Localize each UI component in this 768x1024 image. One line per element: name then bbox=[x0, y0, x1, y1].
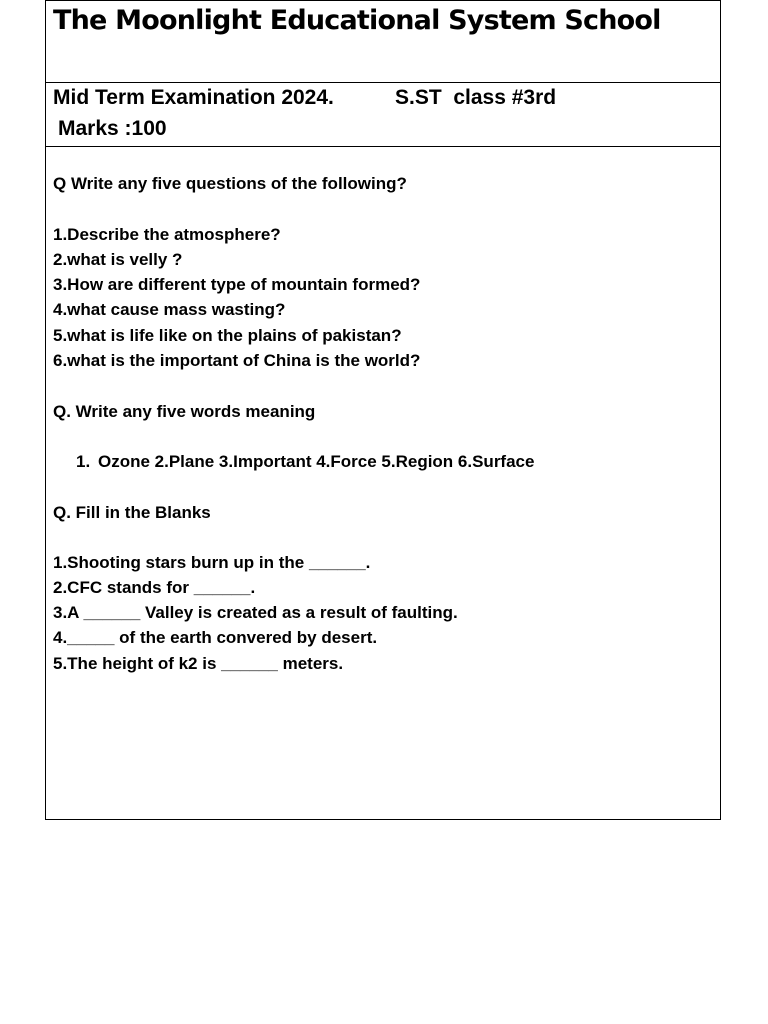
blank-item: 2.CFC stands for ______. bbox=[53, 578, 256, 597]
question-item: 2.what is velly ? bbox=[53, 250, 183, 269]
question-item: 6.what is the important of China is the world? bbox=[53, 351, 421, 370]
exam-info-row bbox=[46, 83, 720, 147]
exam-title: Mid Term Examination 2024. bbox=[53, 86, 334, 109]
blank-item: 4._____ of the earth convered by desert. bbox=[53, 628, 378, 647]
question-item: 1.Describe the atmosphere? bbox=[53, 225, 281, 244]
questions-heading: Q Write any five questions of the following? bbox=[53, 174, 407, 193]
words-items: Ozone 2.Plane 3.Important 4.Force 5.Region 6.Surface bbox=[98, 452, 535, 471]
question-item: 3.How are different type of mountain formed? bbox=[53, 275, 421, 294]
blank-item: 1.Shooting stars burn up in the ______. bbox=[53, 553, 371, 572]
blank-item: 5.The height of k2 is ______ meters. bbox=[53, 654, 344, 673]
blanks-heading: Q. Fill in the Blanks bbox=[53, 503, 211, 522]
words-heading: Q. Write any five words meaning bbox=[53, 402, 316, 421]
question-item: 5.what is life like on the plains of pakistan? bbox=[53, 326, 402, 345]
words-list-number: 1. bbox=[76, 452, 91, 471]
total-marks: Marks :100 bbox=[58, 117, 167, 140]
school-name: The Moonlight Educational System School bbox=[53, 5, 661, 36]
subject-class: S.ST class #3rd bbox=[395, 86, 557, 109]
question-item: 4.what cause mass wasting? bbox=[53, 300, 286, 319]
exam-paper bbox=[45, 0, 721, 820]
title-row bbox=[46, 1, 720, 83]
blank-item: 3.A ______ Valley is created as a result of faulting. bbox=[53, 603, 458, 622]
words-list bbox=[76, 452, 534, 472]
